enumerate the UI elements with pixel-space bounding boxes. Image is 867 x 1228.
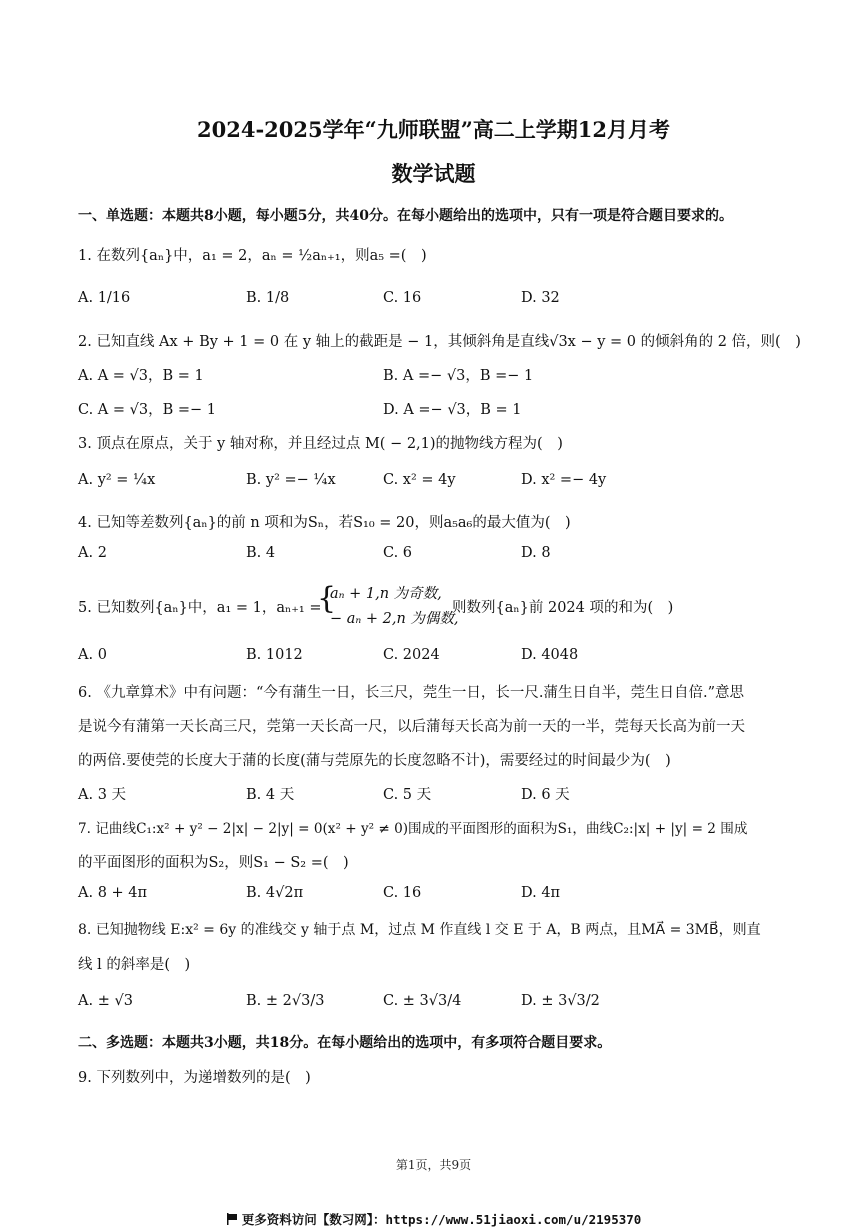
q6-option-b: B. 4 天 [246, 787, 295, 803]
q2-option-a: A. A = √3，B = 1 [78, 368, 204, 384]
q4-option-a: A. 2 [78, 545, 107, 561]
piecewise-brace: { [317, 581, 337, 616]
q7-option-b: B. 4√2π [246, 885, 304, 901]
q8-option-b: B. ± 2√3/3 [246, 993, 325, 1009]
bottom-banner [0, 1210, 867, 1228]
exam-title: 2024-2025学年“九师联盟”高二上学期12月月考 [197, 117, 670, 142]
q1-option-b: B. 1/8 [246, 290, 290, 306]
question-5-case-odd: aₙ + 1,n 为奇数, [330, 586, 442, 602]
q6-option-c: C. 5 天 [383, 787, 432, 803]
q6-option-d: D. 6 天 [521, 787, 570, 803]
q4-option-d: D. 8 [521, 545, 551, 561]
section-1-heading: 一、单选题：本题共8小题，每小题5分，共40分。在每小题给出的选项中，只有一项是符合题目要求的。 [78, 208, 733, 224]
q8-option-c: C. ± 3√3/4 [383, 993, 462, 1009]
question-9: 9. 下列数列中，为递增数列的是( ) [78, 1070, 311, 1086]
q5-option-a: A. 0 [78, 647, 107, 663]
q3-option-b: B. y² =− ¼x [246, 472, 336, 488]
q7-option-a: A. 8 + 4π [78, 885, 148, 901]
bottom-banner-text[interactable]: 更多资料访问【数习网】：https://www.51jiaoxi.com/u/2195370 [241, 1212, 642, 1227]
question-8-line-1: 8. 已知抛物线 E:x² = 6y 的准线交 y 轴于点 M，过点 M 作直线 l 交 E 于 A，B 两点，且MA⃗ = 3MB⃗，则直 [78, 922, 761, 938]
q6-option-a: A. 3 天 [78, 787, 127, 803]
q1-option-d: D. 32 [521, 290, 560, 306]
question-6-line-1: 6. 《九章算术》中有问题：“今有蒲生一日，长三尺，莞生一日，长一尺.蒲生日自半，莞生日自倍.”意思 [78, 685, 744, 701]
question-6-line-3: 的两倍.要使莞的长度大于蒲的长度(蒲与莞原先的长度忽略不计)，需要经过的时间最少为( ) [78, 753, 671, 769]
q2-option-c: C. A = √3，B =− 1 [78, 402, 216, 418]
q5-option-b: B. 1012 [246, 647, 303, 663]
question-2: 2. 已知直线 Ax + By + 1 = 0 在 y 轴上的截距是 − 1，其倾斜角是直线√3x − y = 0 的倾斜角的 2 倍，则( ) [78, 334, 801, 350]
question-5-case-even: − aₙ + 2,n 为偶数, [330, 611, 459, 627]
q7-option-c: C. 16 [383, 885, 422, 901]
q8-option-a: A. ± √3 [78, 993, 133, 1009]
q3-option-c: C. x² = 4y [383, 472, 456, 488]
question-8-line-2: 线 l 的斜率是( ) [78, 957, 191, 973]
question-5-post: 则数列{aₙ}前 2024 项的和为( ) [452, 600, 674, 616]
question-7-line-1: 7. 记曲线C₁:x² + y² − 2|x| − 2|y| = 0(x² + y² ≠ 0)围成的平面图形的面积为S₁，曲线C₂:|x| + |y| = 2 围成 [78, 821, 748, 837]
q4-option-b: B. 4 [246, 545, 276, 561]
q4-option-c: C. 6 [383, 545, 413, 561]
q7-option-d: D. 4π [521, 885, 561, 901]
question-3: 3. 顶点在原点，关于 y 轴对称，并且经过点 M( − 2,1)的抛物线方程为( ) [78, 436, 563, 452]
q3-option-a: A. y² = ¼x [78, 472, 156, 488]
q3-option-d: D. x² =− 4y [521, 472, 607, 488]
q5-option-c: C. 2024 [383, 647, 440, 663]
q5-option-d: D. 4048 [521, 647, 579, 663]
q2-option-d: D. A =− √3，B = 1 [383, 402, 522, 418]
question-5-pre: 5. 已知数列{aₙ}中，a₁ = 1，aₙ₊₁ = [78, 600, 322, 616]
exam-subtitle: 数学试题 [391, 161, 476, 186]
question-7-line-2: 的平面图形的面积为S₂，则S₁ − S₂ =( ) [78, 855, 349, 871]
question-4: 4. 已知等差数列{aₙ}的前 n 项和为Sₙ，若S₁₀ = 20，则a₅a₆的最大值为( ) [78, 515, 571, 531]
q1-option-a: A. 1/16 [78, 290, 131, 306]
section-2-heading: 二、多选题：本题共3小题，共18分。在每小题给出的选项中，有多项符合题目要求。 [78, 1035, 612, 1051]
q2-option-b: B. A =− √3，B =− 1 [383, 368, 534, 384]
question-6-line-2: 是说今有蒲第一天长高三尺，莞第一天长高一尺，以后蒲每天长高为前一天的一半，莞每天长高为前一天 [78, 719, 745, 735]
question-1: 1. 在数列{aₙ}中，a₁ = 2，aₙ = ½aₙ₊₁，则a₅ =( ) [78, 248, 427, 264]
q1-option-c: C. 16 [383, 290, 422, 306]
flag-icon [226, 1213, 238, 1225]
page-number: 第1页，共9页 [395, 1158, 472, 1172]
q8-option-d: D. ± 3√3/2 [521, 993, 600, 1009]
